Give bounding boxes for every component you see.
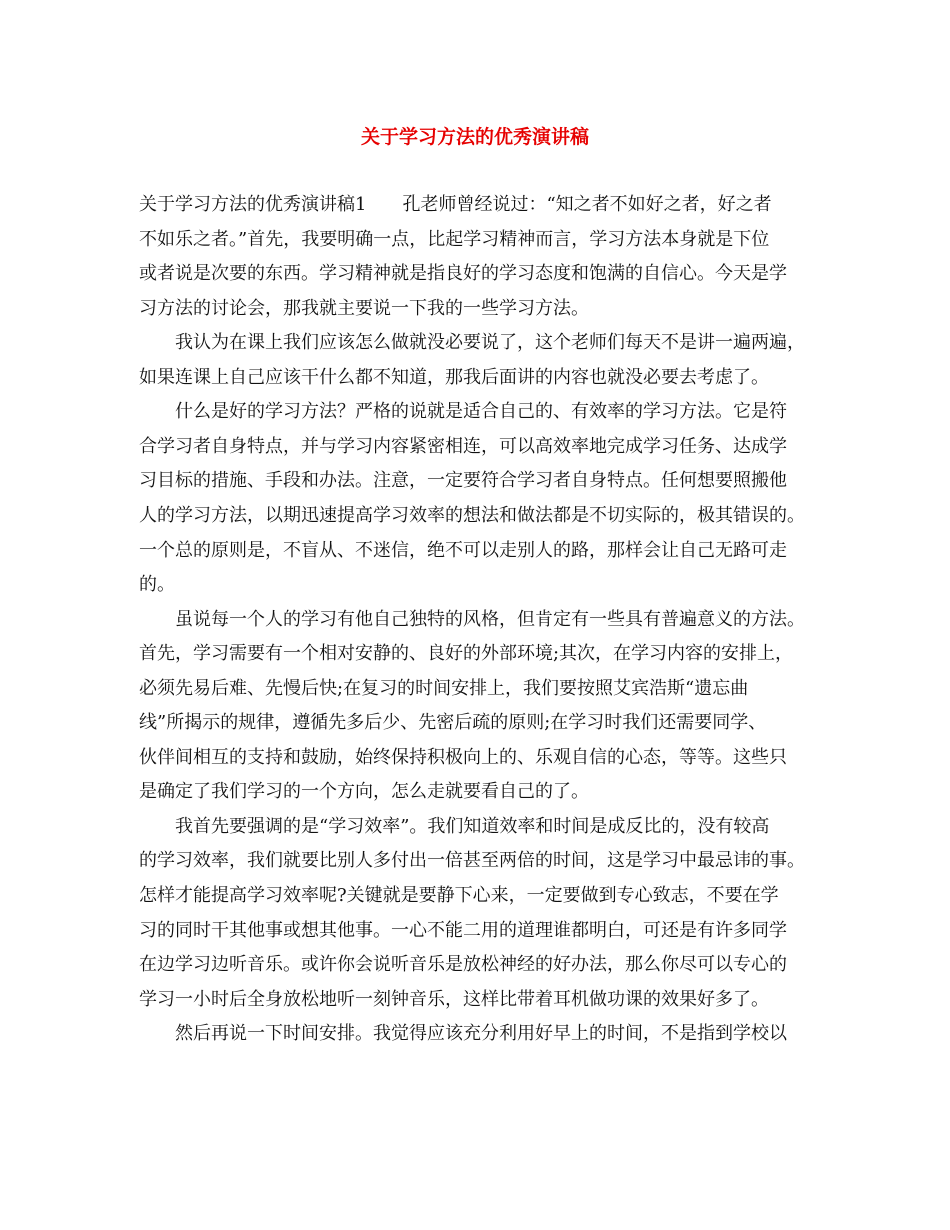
text-line: 的学习效率，我们就要比别人多付出一倍甚至两倍的时间，这是学习中最忌讳的事。 [139,850,805,872]
text-line: 习方法的讨论会，那我就主要说一下我的一些学习方法。 [139,297,589,319]
text-line: 必须先易后难、先慢后快;在复习的时间安排上，我们要按照艾宾浩斯“遗忘曲 [139,677,749,699]
text-line: 的。 [139,574,175,595]
text-line: 学习一小时后全身放松地听一刻钟音乐，这样比带着耳机做功课的效果好多了。 [139,988,769,1010]
text-line: 人的学习方法，以期迅速提高学习效率的想法和做法都是不切实际的，极其错误的。 [139,504,805,526]
text-line: 在边学习边听音乐。或许你会说听音乐是放松神经的好办法，那么你尽可以专心的 [139,954,787,976]
text-line: 线”所揭示的规律，遵循先多后少、先密后疏的原则;在学习时我们还需要同学、 [139,712,767,734]
text-line: 我首先要强调的是“学习效率”。我们知道效率和时间是成反比的，没有较高 [139,815,770,837]
text-line: 习目标的措施、手段和办法。注意，一定要符合学习者自身特点。任何想要照搬他 [139,470,787,492]
text-line: 如果连课上自己应该干什么都不知道，那我后面讲的内容也就没必要去考虑了。 [139,366,769,388]
text-line: 然后再说一下时间安排。我觉得应该充分利用好早上的时间，不是指到学校以 [139,1023,787,1045]
text-line: 我认为在课上我们应该怎么做就没必要说了，这个老师们每天不是讲一遍两遍， [139,332,805,354]
text-line: 怎样才能提高学习效率呢?关键就是要静下心来，一定要做到专心致志，不要在学 [139,885,779,906]
text-line: 虽说每一个人的学习有他自己独特的风格，但肯定有一些具有普遍意义的方法。 [139,608,805,630]
text-line: 或者说是次要的东西。学习精神就是指良好的学习态度和饱满的自信心。今天是学 [139,263,787,285]
text-line: 什么是好的学习方法？严格的说就是适合自己的、有效率的学习方法。它是符 [139,401,787,423]
page-title: 关于学习方法的优秀演讲稿 [360,126,589,148]
text-line: 是确定了我们学习的一个方向，怎么走就要看自己的了。 [139,781,589,803]
text-line: 首先，学习需要有一个相对安静的、良好的外部环境;其次，在学习内容的安排上， [139,643,794,665]
text-line: 习的同时干其他事或想其他事。一心不能二用的道理谁都明白，可还是有许多同学 [139,919,787,941]
text-line: 伙伴间相互的支持和鼓励，始终保持积极向上的、乐观自信的心态，等等。这些只 [139,746,787,768]
text-line: 一个总的原则是，不盲从、不迷信，绝不可以走别人的路，那样会让自己无路可走 [139,539,787,561]
text-line: 不如乐之者。”首先，我要明确一点，比起学习精神而言，学习方法本身就是下位 [139,228,770,250]
text-line: 合学习者自身特点，并与学习内容紧密相连，可以高效率地完成学习任务、达成学 [139,435,787,457]
text-line: 关于学习方法的优秀演讲稿1 孔老师曾经说过：“知之者不如好之者，好之者 [139,194,772,215]
